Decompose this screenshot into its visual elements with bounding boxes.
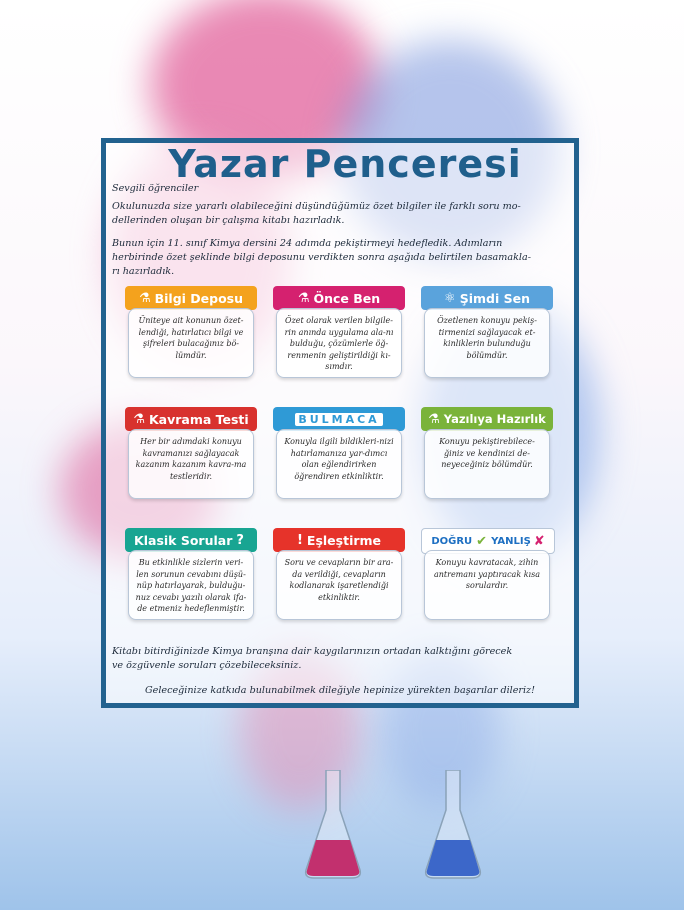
card-dogru-yanlis (421, 528, 553, 623)
cross-icon: ✘ (533, 533, 545, 549)
page-title: Yazar Penceresi (168, 142, 522, 186)
card-once-ben (273, 286, 405, 381)
card-text: Bu etkinlikle sizlerin veri-len sorunun cevabını düşü-nüp hatırlayarak, bulduğu-nuz cevabı yazılı olarak ifa-de etmeniz hedeflenmiştir. (128, 550, 254, 620)
card-header: ⚗ Önce Ben (273, 286, 405, 310)
card-text: Konuyu kavratacak, zihin antremanı yaptıracak kısa sorulardır. (424, 550, 550, 620)
card-header: DOĞRU ✔ YANLIŞ ✘ (421, 528, 555, 554)
flask-icon: ⚗ (133, 411, 145, 427)
intro-line: Okulunuzda size yararlı olabileceğini düşündüğümüz özet bilgiler ile farklı soru mo- (112, 201, 521, 212)
card-bulmaca (273, 407, 405, 502)
card-bilgi-deposu (125, 286, 257, 381)
card-header: ⚗ Bilgi Deposu (125, 286, 257, 310)
flask-icon (424, 770, 482, 880)
intro-line: rı hazırladık. (112, 266, 175, 277)
card-text: Her bir adımdaki konuyu kavramanızı sağlayacak kazanım kazanım kavra-ma testleridir. (128, 429, 254, 499)
card-kavrama-testi (125, 407, 257, 502)
molecule-icon: ⚛ (444, 290, 456, 306)
card-header: ⚗ Yazılıya Hazırlık (421, 407, 553, 431)
card-header (273, 407, 405, 431)
card-text: Özetlenen konuyu pekiş-tirmenizi sağlayacak et-kinliklerin bulunduğu bölümdür. (424, 308, 550, 378)
exclamation-icon: ! (296, 532, 303, 548)
question-icon: ? (236, 532, 244, 548)
greeting: Sevgili öğrenciler (112, 183, 199, 194)
card-header: ⚛ Şimdi Sen (421, 286, 553, 310)
card-text: Konuyu pekiştirebilece-ğiniz ve kendinizi de-neyeceğiniz bölümdür. (424, 429, 550, 499)
card-header: ⚗ Kavrama Testi (125, 407, 257, 431)
outro-line: Kitabı bitirdiğinizde Kimya branşına dair kaygılarınızın ortadan kalktığını görecek (112, 646, 513, 657)
card-text: Üniteye ait konunun özet-lendiği, hatırlatıcı bilgi ve şifreleri bulacağınız bö-lümdür. (128, 308, 254, 378)
card-header: Klasik Sorular ? (125, 528, 257, 552)
intro-line: dellerinden oluşan bir çalışma kitabı hazırladık. (112, 215, 345, 226)
card-yaziliya-hazirlik (421, 407, 553, 502)
outro-line: ve özgüvenle soruları çözebileceksiniz. (112, 660, 302, 671)
card-text: Özet olarak verilen bilgile-rin anında uygulama ala-nı bulduğu, çözümlerle öğ-renmenin geliştirildiği kı-sımdır. (276, 308, 402, 378)
flask-icon: ⚗ (297, 290, 310, 306)
closing-line: Geleceğinize katkıda bulunabilmek dileğiyle hepinize yürekten başarılar dileriz! (145, 685, 535, 696)
intro-line: herbirinde özet şeklinde bilgi deposunu verdikten sonra aşağıda belirtilen basamakla- (112, 252, 531, 263)
flask-icon (304, 770, 362, 880)
card-simdi-sen (421, 286, 553, 381)
card-text: Konuyla ilgili bildikleri-nizi hatırlamanıza yar-dımcı olan eğlendirirken öğrendiren etkinliktir. (276, 429, 402, 499)
card-text: Soru ve cevapların bir ara-da verildiği, cevapların kodlanarak işaretlendiği etkinliktir. (276, 550, 402, 620)
card-klasik-sorular (125, 528, 257, 623)
flask-icon: ⚗ (138, 290, 151, 306)
check-icon: ✔ (476, 533, 488, 549)
intro-line: Bunun için 11. sınıf Kimya dersini 24 adımda pekiştirmeyi hedefledik. Adımların (112, 238, 503, 249)
puzzle-icon: BULMACA (295, 413, 382, 426)
flask-icon: ⚗ (428, 411, 440, 427)
card-eslestirme (273, 528, 405, 623)
card-header: ! Eşleştirme (273, 528, 405, 552)
